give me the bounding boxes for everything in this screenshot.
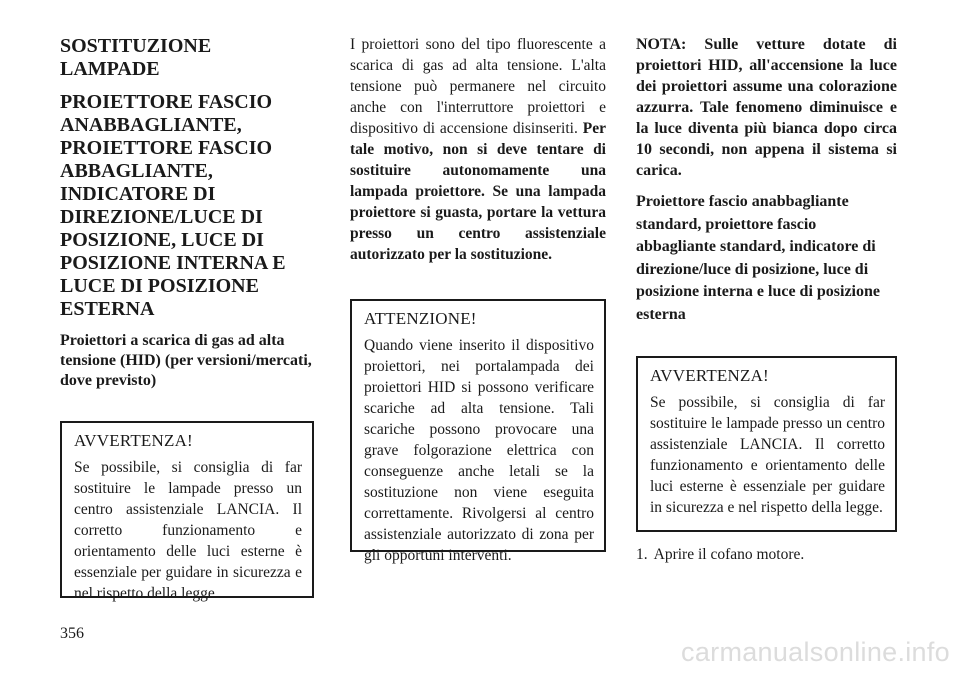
caution-title: ATTENZIONE! — [364, 309, 477, 328]
column-left — [60, 30, 314, 602]
warning-box — [636, 356, 897, 532]
intro-bold-text: Per tale motivo, non si deve tentare di sostituire autonomamente una lampada proiettore. Se una lampada proiettore si guasta, portare la vettura presso un centro assistenziale autorizzato per la sostituzione. — [350, 120, 606, 263]
warning-title: AVVERTENZA! — [650, 366, 769, 385]
subsection-title: Proiettori a scarica di gas ad alta tensione (HID) (per versioni/mercati, dove previsto) — [60, 332, 312, 389]
step-number: 1. — [636, 546, 648, 563]
intro-text: I proiettori sono del tipo fluorescente a scarica di gas ad alta tensione. L'alta tensione può permanere nel circuito anche con l'interruttore proiettori e dispositivo di accensione disinseriti. — [350, 36, 606, 137]
note-paragraph: NOTA: Sulle vetture dotate di proiettori HID, all'accensione la luce dei proiettori assume una colorazione azzurra. Tale fenomeno diminuisce e la luce diventa più bianca dopo circa 10 secondi, non appena il sistema si carica. — [636, 36, 897, 179]
warning-box — [60, 421, 314, 602]
watermark: carmanualsonline.info — [681, 637, 950, 667]
warning-title: AVVERTENZA! — [74, 431, 193, 450]
procedure-heading: Proiettore fascio anabbagliante standard, proiettore fascio abbagliante standard, indicatore di direzione/luce di posizione, luce di posizione interna e luce di posizione esterna — [636, 193, 880, 323]
warning-text: Se possibile, si consiglia di far sostituire le lampade presso un centro assistenziale LANCIA. Il corretto funzionamento e orientamento delle luci esterne è essenziale per guidare in sicurezza e nel rispetto della legge. — [650, 394, 885, 516]
warning-text: Se possibile, si consiglia di far sostituire le lampade presso un centro assistenziale LANCIA. Il corretto funzionamento e orientamento delle luci esterne è essenziale per guidare in sicurezza e nel rispetto della legge. — [74, 459, 302, 602]
page-number: 356 — [60, 625, 84, 642]
page-title: SOSTITUZIONE LAMPADE — [60, 35, 212, 80]
caution-box — [350, 299, 606, 564]
step-text: Aprire il cofano motore. — [653, 546, 805, 563]
caution-text: Quando viene inserito il dispositivo proiettori, nei portalampada dei proiettori HID si possono verificare scariche ad alta tensione. Tali scariche possono provocare una grave folgorazione elettrica con conseguenze anche letali se la sostituzione non viene eseguita correttamente. Rivolgersi al centro assistenziale autorizzato di zona per gli opportuni interventi. — [364, 337, 594, 564]
section-title: PROIETTORE FASCIO ANABBAGLIANTE, PROIETTORE FASCIO ABBAGLIANTE, INDICATORE DI DIREZIONE/LUCE DI POSIZIONE, LUCE DI POSIZIONE INTERNA E LUCE DI POSIZIONE ESTERNA — [60, 91, 286, 320]
procedure-step — [636, 544, 897, 565]
column-right — [636, 34, 897, 565]
column-middle — [350, 34, 606, 564]
intro-paragraph — [350, 34, 606, 265]
